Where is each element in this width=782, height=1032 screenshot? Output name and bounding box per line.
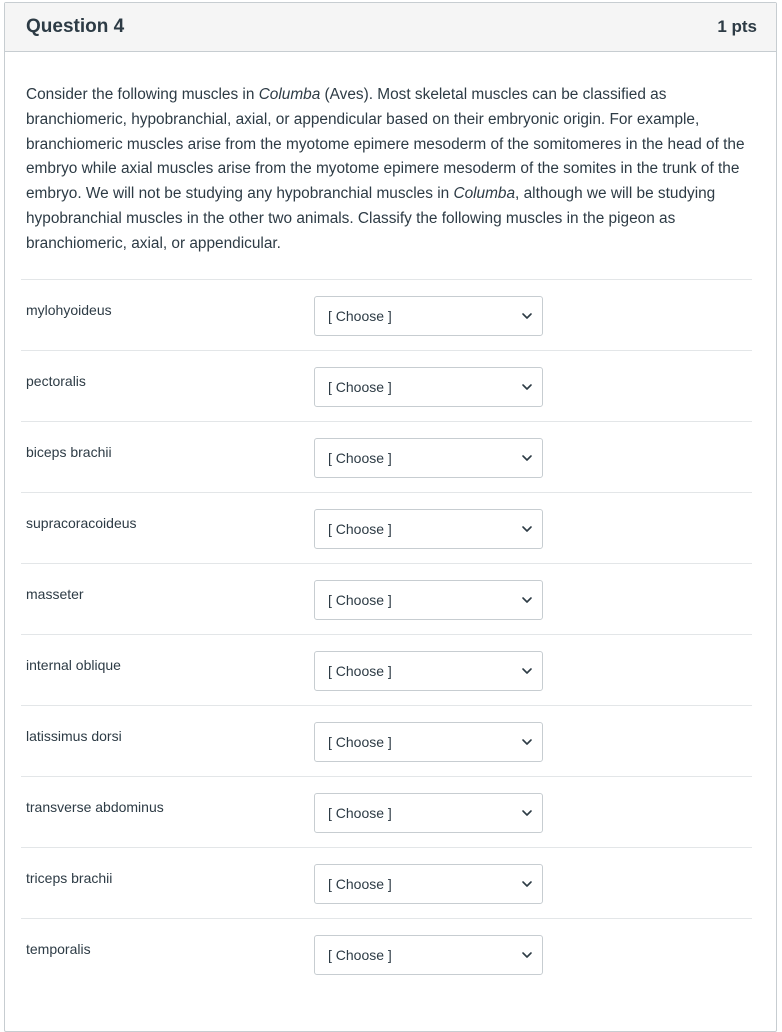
dropdown-value: [ Choose ] — [328, 308, 392, 324]
answer-label: pectoralis — [26, 373, 86, 389]
answer-dropdown[interactable] — [314, 935, 543, 975]
answer-dropdown[interactable] — [314, 509, 543, 549]
answer-label: biceps brachii — [26, 444, 112, 460]
prompt-italic: Columba — [258, 86, 321, 103]
answer-list — [21, 279, 752, 990]
answer-row — [21, 493, 752, 564]
question-body — [26, 83, 756, 257]
answer-row — [21, 706, 752, 777]
answer-label: supracoracoideus — [26, 515, 137, 531]
answer-label: temporalis — [26, 941, 91, 957]
answer-dropdown[interactable] — [314, 438, 543, 478]
dropdown-value: [ Choose ] — [328, 592, 392, 608]
chevron-down-icon — [521, 949, 533, 961]
chevron-down-icon — [521, 523, 533, 535]
answer-row — [21, 919, 752, 990]
chevron-down-icon — [521, 310, 533, 322]
chevron-down-icon — [521, 594, 533, 606]
question-prompt — [26, 83, 756, 257]
answer-dropdown[interactable] — [314, 651, 543, 691]
dropdown-value: [ Choose ] — [328, 805, 392, 821]
answer-row — [21, 351, 752, 422]
answer-label: internal oblique — [26, 657, 121, 673]
answer-row — [21, 422, 752, 493]
answer-label: latissimus dorsi — [26, 728, 122, 744]
answer-dropdown[interactable] — [314, 793, 543, 833]
answer-row — [21, 280, 752, 351]
chevron-down-icon — [521, 736, 533, 748]
answer-row — [21, 848, 752, 919]
dropdown-value: [ Choose ] — [328, 876, 392, 892]
answer-dropdown[interactable] — [314, 580, 543, 620]
chevron-down-icon — [521, 452, 533, 464]
dropdown-value: [ Choose ] — [328, 521, 392, 537]
answer-label: masseter — [26, 586, 84, 602]
answer-label: mylohyoideus — [26, 302, 112, 318]
answer-label: triceps brachii — [26, 870, 113, 886]
answer-dropdown[interactable] — [314, 296, 543, 336]
dropdown-value: [ Choose ] — [328, 734, 392, 750]
chevron-down-icon — [521, 665, 533, 677]
prompt-text: (Aves). Most skeletal muscles can be classified as branchiomeric, hypobranchial, axial, or appendicular based on their embryonic origin. For example, branchiomeric muscles arise from the myotome epimere mesoderm of the somitomeres in the head of the embryo while axial muscles arise from the myotome epimere mesoderm of the somites in the trunk of the embryo. We will not be studying any hypobranchial muscles in — [26, 86, 745, 203]
answer-row — [21, 564, 752, 635]
chevron-down-icon — [521, 878, 533, 890]
prompt-italic: Columba — [453, 185, 516, 203]
answer-label: transverse abdominus — [26, 799, 164, 815]
answer-row — [21, 635, 752, 706]
dropdown-value: [ Choose ] — [328, 450, 392, 466]
chevron-down-icon — [521, 381, 533, 393]
answer-row — [21, 777, 752, 848]
dropdown-value: [ Choose ] — [328, 379, 392, 395]
question-header — [5, 3, 776, 52]
prompt-text: Consider the following muscles in — [26, 86, 259, 103]
chevron-down-icon — [521, 807, 533, 819]
answer-dropdown[interactable] — [314, 722, 543, 762]
question-points: 1 pts — [717, 17, 757, 36]
dropdown-value: [ Choose ] — [328, 663, 392, 679]
answer-dropdown[interactable] — [314, 367, 543, 407]
dropdown-value: [ Choose ] — [328, 947, 392, 963]
answer-dropdown[interactable] — [314, 864, 543, 904]
prompt-text: , although we will be studying hypobranchial muscles in the other two animals. Classify the following muscles in the pigeon as branchiomeric, axial, or appendicular. — [26, 185, 716, 252]
question-title: Question 4 — [26, 16, 125, 37]
